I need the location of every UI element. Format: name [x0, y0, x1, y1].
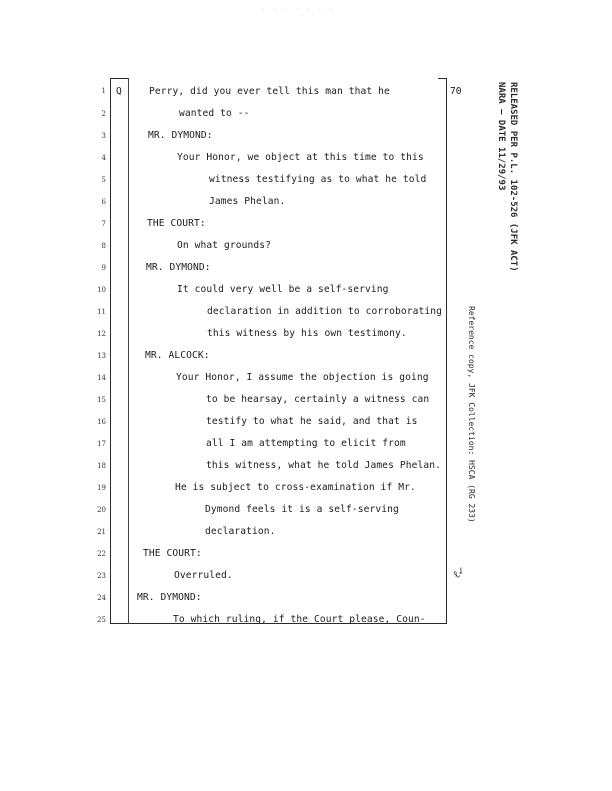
line-number: 3	[101, 132, 106, 140]
speaker-label: THE COURT:	[143, 548, 202, 559]
line-number: 16	[97, 418, 106, 426]
handwritten-mark-icon: ℓ✓	[450, 563, 468, 582]
transcript-line: testify to what he said, and that is	[206, 416, 418, 427]
transcript-line: Your Honor, I assume the objection is going	[176, 372, 429, 383]
page-number: 70	[450, 86, 462, 97]
transcript-line: On what grounds?	[177, 240, 272, 251]
speaker-label: MR. ALCOCK:	[145, 350, 210, 361]
line-number: 23	[97, 572, 106, 580]
speaker-label: THE COURT:	[147, 218, 206, 229]
speaker-label: MR. DYMOND:	[146, 262, 211, 273]
line-number: 22	[97, 550, 106, 558]
transcript-line: to be hearsay, certainly a witness can	[206, 394, 430, 405]
transcript-line: declaration in addition to corroborating	[207, 306, 443, 317]
frame-top-left	[110, 78, 128, 79]
nara-date-stamp: NARA — DATE 11/29/93	[496, 82, 506, 191]
line-number: 18	[97, 462, 106, 470]
question-marker: Q	[116, 86, 122, 97]
margin-rule	[128, 78, 129, 624]
line-number: 17	[97, 440, 106, 448]
line-number: 20	[97, 506, 106, 514]
transcript-line: He is subject to cross-examination if Mr.	[175, 482, 416, 493]
line-number: 25	[97, 616, 106, 624]
line-number: 21	[97, 528, 106, 536]
speaker-label: MR. DYMOND:	[137, 592, 202, 603]
line-number: 9	[101, 264, 106, 272]
line-number: 1	[101, 87, 106, 95]
transcript-line: To which ruling, if the Court please, Coun-	[173, 614, 426, 625]
line-number: 15	[97, 396, 106, 404]
line-number: 4	[101, 154, 106, 162]
transcript-line: James Phelan.	[209, 196, 286, 207]
line-number: 5	[101, 176, 106, 184]
faint-header-text: · · · · · · ·	[262, 6, 335, 13]
transcript-line: Perry, did you ever tell this man that he	[149, 86, 390, 97]
line-number: 7	[101, 220, 106, 228]
line-number: 12	[97, 330, 106, 338]
transcript-line: wanted to --	[179, 108, 250, 119]
frame-top-right	[438, 78, 447, 79]
transcript-line: Your Honor, we object at this time to this	[177, 152, 424, 163]
line-number: 19	[97, 484, 106, 492]
line-number: 10	[97, 286, 106, 294]
line-number: 2	[101, 110, 106, 118]
line-number: 8	[101, 242, 106, 250]
transcript-line: all I am attempting to elicit from	[206, 438, 406, 449]
transcript-line: declaration.	[205, 526, 276, 537]
transcript-line: witness testifying as to what he told	[209, 174, 427, 185]
line-number: 11	[97, 308, 106, 316]
reference-copy-stamp: Reference copy, JFK Collection: HSCA (RG 233)	[467, 306, 476, 523]
speaker-label: MR. DYMOND:	[148, 130, 213, 141]
transcript-line: It could very well be a self-serving	[177, 284, 389, 295]
line-number: 24	[97, 594, 106, 602]
transcript-line: Dymond feels it is a self-serving	[205, 504, 399, 515]
line-number: 14	[97, 374, 106, 382]
transcript-line: this witness, what he told James Phelan.	[206, 460, 442, 471]
release-stamp: RELEASED PER P.L. 102-526 (JFK ACT)	[508, 82, 518, 272]
transcript-line: this witness by his own testimony.	[207, 328, 407, 339]
line-number: 6	[101, 198, 106, 206]
line-number: 13	[97, 352, 106, 360]
transcript-line: Overruled.	[174, 570, 233, 581]
